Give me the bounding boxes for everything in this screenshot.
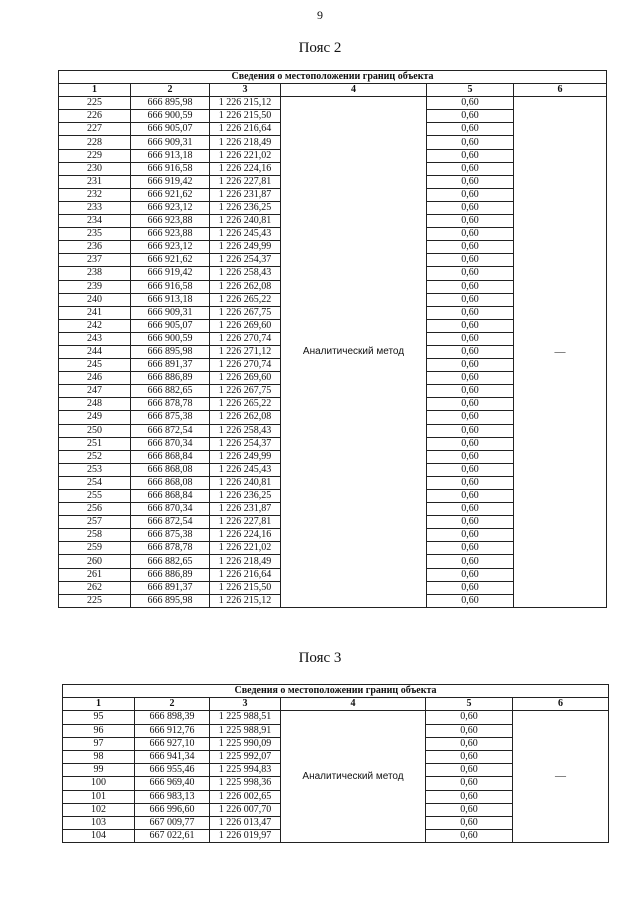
point-number-cell: 96 — [63, 724, 135, 737]
y-coordinate-cell: 1 225 988,51 — [210, 711, 281, 724]
y-coordinate-cell: 1 226 269,60 — [210, 319, 281, 332]
x-coordinate-cell: 666 969,40 — [135, 777, 210, 790]
x-coordinate-cell: 666 919,42 — [131, 175, 210, 188]
column-number: 6 — [514, 84, 607, 97]
accuracy-cell: 0,60 — [427, 411, 514, 424]
point-number-cell: 227 — [59, 123, 131, 136]
point-number-cell: 255 — [59, 490, 131, 503]
x-coordinate-cell: 666 916,58 — [131, 162, 210, 175]
x-coordinate-cell: 666 900,59 — [131, 110, 210, 123]
accuracy-cell: 0,60 — [427, 581, 514, 594]
accuracy-cell: 0,60 — [427, 385, 514, 398]
accuracy-cell: 0,60 — [427, 450, 514, 463]
y-coordinate-cell: 1 226 231,87 — [210, 188, 281, 201]
point-number-cell: 242 — [59, 319, 131, 332]
x-coordinate-cell: 666 900,59 — [131, 332, 210, 345]
y-coordinate-cell: 1 226 224,16 — [210, 162, 281, 175]
y-coordinate-cell: 1 225 992,07 — [210, 750, 281, 763]
accuracy-cell: 0,60 — [427, 162, 514, 175]
accuracy-cell: 0,60 — [426, 737, 513, 750]
x-coordinate-cell: 666 891,37 — [131, 359, 210, 372]
y-coordinate-cell: 1 226 249,99 — [210, 241, 281, 254]
point-number-cell: 237 — [59, 254, 131, 267]
y-coordinate-cell: 1 226 245,43 — [210, 463, 281, 476]
point-number-cell: 95 — [63, 711, 135, 724]
accuracy-cell: 0,60 — [427, 123, 514, 136]
point-number-cell: 254 — [59, 476, 131, 489]
column-number: 5 — [426, 698, 513, 711]
y-coordinate-cell: 1 226 265,22 — [210, 398, 281, 411]
accuracy-cell: 0,60 — [427, 188, 514, 201]
point-number-cell: 249 — [59, 411, 131, 424]
y-coordinate-cell: 1 226 262,08 — [210, 411, 281, 424]
x-coordinate-cell: 666 909,31 — [131, 136, 210, 149]
point-number-cell: 98 — [63, 750, 135, 763]
point-number-cell: 247 — [59, 385, 131, 398]
accuracy-cell: 0,60 — [427, 280, 514, 293]
x-coordinate-cell: 666 905,07 — [131, 319, 210, 332]
y-coordinate-cell: 1 226 216,64 — [210, 123, 281, 136]
accuracy-cell: 0,60 — [426, 777, 513, 790]
y-coordinate-cell: 1 226 218,49 — [210, 136, 281, 149]
method-cell: Аналитический метод — [281, 711, 426, 843]
point-number-cell: 228 — [59, 136, 131, 149]
x-coordinate-cell: 666 923,88 — [131, 228, 210, 241]
accuracy-cell: 0,60 — [426, 830, 513, 843]
column-number: 4 — [281, 698, 426, 711]
coordinates-table-poyas-2 — [58, 70, 607, 608]
y-coordinate-cell: 1 226 270,74 — [210, 359, 281, 372]
accuracy-cell: 0,60 — [427, 594, 514, 607]
point-number-cell: 239 — [59, 280, 131, 293]
point-number-cell: 97 — [63, 737, 135, 750]
accuracy-cell: 0,60 — [427, 476, 514, 489]
x-coordinate-cell: 666 923,12 — [131, 241, 210, 254]
x-coordinate-cell: 666 878,78 — [131, 542, 210, 555]
x-coordinate-cell: 666 923,88 — [131, 215, 210, 228]
accuracy-cell: 0,60 — [427, 542, 514, 555]
accuracy-cell: 0,60 — [427, 110, 514, 123]
table-row — [63, 711, 609, 724]
y-coordinate-cell: 1 225 998,36 — [210, 777, 281, 790]
point-number-cell: 100 — [63, 777, 135, 790]
point-number-cell: 233 — [59, 201, 131, 214]
coordinates-table-poyas-3 — [62, 684, 609, 843]
y-coordinate-cell: 1 226 265,22 — [210, 293, 281, 306]
x-coordinate-cell: 666 872,54 — [131, 516, 210, 529]
point-number-cell: 226 — [59, 110, 131, 123]
y-coordinate-cell: 1 226 262,08 — [210, 280, 281, 293]
column-number: 5 — [427, 84, 514, 97]
x-coordinate-cell: 666 996,60 — [135, 803, 210, 816]
column-number-row — [63, 698, 609, 711]
y-coordinate-cell: 1 226 215,50 — [210, 581, 281, 594]
accuracy-cell: 0,60 — [427, 372, 514, 385]
accuracy-cell: 0,60 — [427, 568, 514, 581]
column-number: 6 — [513, 698, 609, 711]
y-coordinate-cell: 1 225 988,91 — [210, 724, 281, 737]
point-number-cell: 234 — [59, 215, 131, 228]
accuracy-cell: 0,60 — [427, 555, 514, 568]
x-coordinate-cell: 666 891,37 — [131, 581, 210, 594]
y-coordinate-cell: 1 226 249,99 — [210, 450, 281, 463]
y-coordinate-cell: 1 226 224,16 — [210, 529, 281, 542]
accuracy-cell: 0,60 — [427, 359, 514, 372]
page-number: 9 — [317, 8, 323, 22]
x-coordinate-cell: 666 895,98 — [131, 345, 210, 358]
accuracy-cell: 0,60 — [427, 529, 514, 542]
y-coordinate-cell: 1 226 269,60 — [210, 372, 281, 385]
x-coordinate-cell: 667 022,61 — [135, 830, 210, 843]
y-coordinate-cell: 1 226 215,50 — [210, 110, 281, 123]
x-coordinate-cell: 666 898,39 — [135, 711, 210, 724]
point-number-cell: 230 — [59, 162, 131, 175]
point-number-cell: 260 — [59, 555, 131, 568]
point-number-cell: 101 — [63, 790, 135, 803]
x-coordinate-cell: 666 913,18 — [131, 293, 210, 306]
point-number-cell: 232 — [59, 188, 131, 201]
accuracy-cell: 0,60 — [427, 215, 514, 228]
point-number-cell: 103 — [63, 816, 135, 829]
x-coordinate-cell: 666 983,13 — [135, 790, 210, 803]
point-number-cell: 248 — [59, 398, 131, 411]
column-6-cell: — — [513, 711, 609, 843]
x-coordinate-cell: 666 878,78 — [131, 398, 210, 411]
point-number-cell: 244 — [59, 345, 131, 358]
section-title-poyas-2: Пояс 2 — [298, 40, 342, 56]
point-number-cell: 252 — [59, 450, 131, 463]
accuracy-cell: 0,60 — [426, 816, 513, 829]
point-number-cell: 238 — [59, 267, 131, 280]
section-title-poyas-3: Пояс 3 — [298, 650, 342, 666]
table-caption-row — [59, 71, 607, 84]
column-number: 3 — [210, 698, 281, 711]
x-coordinate-cell: 666 886,89 — [131, 568, 210, 581]
x-coordinate-cell: 666 868,08 — [131, 476, 210, 489]
point-number-cell: 261 — [59, 568, 131, 581]
y-coordinate-cell: 1 226 002,65 — [210, 790, 281, 803]
y-coordinate-cell: 1 226 019,97 — [210, 830, 281, 843]
point-number-cell: 235 — [59, 228, 131, 241]
x-coordinate-cell: 666 912,76 — [135, 724, 210, 737]
accuracy-cell: 0,60 — [427, 398, 514, 411]
point-number-cell: 240 — [59, 293, 131, 306]
y-coordinate-cell: 1 226 227,81 — [210, 516, 281, 529]
table-caption: Сведения о местоположении границ объекта — [63, 685, 609, 698]
point-number-cell: 262 — [59, 581, 131, 594]
y-coordinate-cell: 1 226 258,43 — [210, 424, 281, 437]
y-coordinate-cell: 1 226 240,81 — [210, 476, 281, 489]
x-coordinate-cell: 666 909,31 — [131, 306, 210, 319]
y-coordinate-cell: 1 226 258,43 — [210, 267, 281, 280]
accuracy-cell: 0,60 — [427, 332, 514, 345]
point-number-cell: 225 — [59, 594, 131, 607]
accuracy-cell: 0,60 — [427, 149, 514, 162]
accuracy-cell: 0,60 — [427, 228, 514, 241]
accuracy-cell: 0,60 — [427, 136, 514, 149]
accuracy-cell: 0,60 — [426, 790, 513, 803]
y-coordinate-cell: 1 226 227,81 — [210, 175, 281, 188]
y-coordinate-cell: 1 226 215,12 — [210, 594, 281, 607]
y-coordinate-cell: 1 226 270,74 — [210, 332, 281, 345]
point-number-cell: 225 — [59, 97, 131, 110]
point-number-cell: 258 — [59, 529, 131, 542]
x-coordinate-cell: 666 875,38 — [131, 529, 210, 542]
accuracy-cell: 0,60 — [426, 711, 513, 724]
accuracy-cell: 0,60 — [427, 516, 514, 529]
y-coordinate-cell: 1 226 007,70 — [210, 803, 281, 816]
accuracy-cell: 0,60 — [427, 463, 514, 476]
y-coordinate-cell: 1 225 994,83 — [210, 764, 281, 777]
accuracy-cell: 0,60 — [427, 345, 514, 358]
accuracy-cell: 0,60 — [427, 306, 514, 319]
column-number: 1 — [59, 84, 131, 97]
y-coordinate-cell: 1 226 254,37 — [210, 437, 281, 450]
point-number-cell: 246 — [59, 372, 131, 385]
accuracy-cell: 0,60 — [426, 750, 513, 763]
accuracy-cell: 0,60 — [427, 97, 514, 110]
point-number-cell: 245 — [59, 359, 131, 372]
x-coordinate-cell: 666 919,42 — [131, 267, 210, 280]
x-coordinate-cell: 666 941,34 — [135, 750, 210, 763]
accuracy-cell: 0,60 — [427, 254, 514, 267]
accuracy-cell: 0,60 — [426, 724, 513, 737]
y-coordinate-cell: 1 226 231,87 — [210, 503, 281, 516]
x-coordinate-cell: 666 868,84 — [131, 450, 210, 463]
x-coordinate-cell: 666 895,98 — [131, 97, 210, 110]
point-number-cell: 241 — [59, 306, 131, 319]
x-coordinate-cell: 666 875,38 — [131, 411, 210, 424]
method-cell: Аналитический метод — [281, 97, 427, 608]
accuracy-cell: 0,60 — [427, 437, 514, 450]
x-coordinate-cell: 666 882,65 — [131, 385, 210, 398]
point-number-cell: 253 — [59, 463, 131, 476]
accuracy-cell: 0,60 — [427, 424, 514, 437]
x-coordinate-cell: 666 913,18 — [131, 149, 210, 162]
y-coordinate-cell: 1 226 271,12 — [210, 345, 281, 358]
y-coordinate-cell: 1 226 215,12 — [210, 97, 281, 110]
x-coordinate-cell: 666 923,12 — [131, 201, 210, 214]
column-number: 1 — [63, 698, 135, 711]
column-number: 4 — [281, 84, 427, 97]
point-number-cell: 102 — [63, 803, 135, 816]
point-number-cell: 256 — [59, 503, 131, 516]
x-coordinate-cell: 666 921,62 — [131, 254, 210, 267]
accuracy-cell: 0,60 — [426, 764, 513, 777]
y-coordinate-cell: 1 226 221,02 — [210, 542, 281, 555]
y-coordinate-cell: 1 226 240,81 — [210, 215, 281, 228]
column-6-cell: — — [514, 97, 607, 608]
x-coordinate-cell: 666 868,84 — [131, 490, 210, 503]
point-number-cell: 99 — [63, 764, 135, 777]
y-coordinate-cell: 1 226 221,02 — [210, 149, 281, 162]
point-number-cell: 243 — [59, 332, 131, 345]
x-coordinate-cell: 667 009,77 — [135, 816, 210, 829]
accuracy-cell: 0,60 — [427, 490, 514, 503]
point-number-cell: 231 — [59, 175, 131, 188]
point-number-cell: 259 — [59, 542, 131, 555]
table-row — [59, 97, 607, 110]
table-caption: Сведения о местоположении границ объекта — [59, 71, 607, 84]
accuracy-cell: 0,60 — [427, 241, 514, 254]
column-number: 3 — [210, 84, 281, 97]
accuracy-cell: 0,60 — [427, 175, 514, 188]
y-coordinate-cell: 1 226 267,75 — [210, 385, 281, 398]
x-coordinate-cell: 666 955,46 — [135, 764, 210, 777]
y-coordinate-cell: 1 226 013,47 — [210, 816, 281, 829]
x-coordinate-cell: 666 905,07 — [131, 123, 210, 136]
accuracy-cell: 0,60 — [427, 319, 514, 332]
point-number-cell: 229 — [59, 149, 131, 162]
y-coordinate-cell: 1 226 267,75 — [210, 306, 281, 319]
column-number-row — [59, 84, 607, 97]
x-coordinate-cell: 666 868,08 — [131, 463, 210, 476]
point-number-cell: 251 — [59, 437, 131, 450]
accuracy-cell: 0,60 — [427, 503, 514, 516]
point-number-cell: 104 — [63, 830, 135, 843]
y-coordinate-cell: 1 226 218,49 — [210, 555, 281, 568]
x-coordinate-cell: 666 870,34 — [131, 437, 210, 450]
column-number: 2 — [131, 84, 210, 97]
x-coordinate-cell: 666 872,54 — [131, 424, 210, 437]
y-coordinate-cell: 1 226 216,64 — [210, 568, 281, 581]
accuracy-cell: 0,60 — [427, 201, 514, 214]
y-coordinate-cell: 1 226 236,25 — [210, 490, 281, 503]
x-coordinate-cell: 666 895,98 — [131, 594, 210, 607]
x-coordinate-cell: 666 921,62 — [131, 188, 210, 201]
y-coordinate-cell: 1 226 245,43 — [210, 228, 281, 241]
table-caption-row — [63, 685, 609, 698]
point-number-cell: 236 — [59, 241, 131, 254]
y-coordinate-cell: 1 226 254,37 — [210, 254, 281, 267]
column-number: 2 — [135, 698, 210, 711]
accuracy-cell: 0,60 — [427, 293, 514, 306]
x-coordinate-cell: 666 916,58 — [131, 280, 210, 293]
x-coordinate-cell: 666 927,10 — [135, 737, 210, 750]
y-coordinate-cell: 1 226 236,25 — [210, 201, 281, 214]
accuracy-cell: 0,60 — [426, 803, 513, 816]
y-coordinate-cell: 1 225 990,09 — [210, 737, 281, 750]
accuracy-cell: 0,60 — [427, 267, 514, 280]
x-coordinate-cell: 666 882,65 — [131, 555, 210, 568]
x-coordinate-cell: 666 870,34 — [131, 503, 210, 516]
point-number-cell: 257 — [59, 516, 131, 529]
x-coordinate-cell: 666 886,89 — [131, 372, 210, 385]
point-number-cell: 250 — [59, 424, 131, 437]
